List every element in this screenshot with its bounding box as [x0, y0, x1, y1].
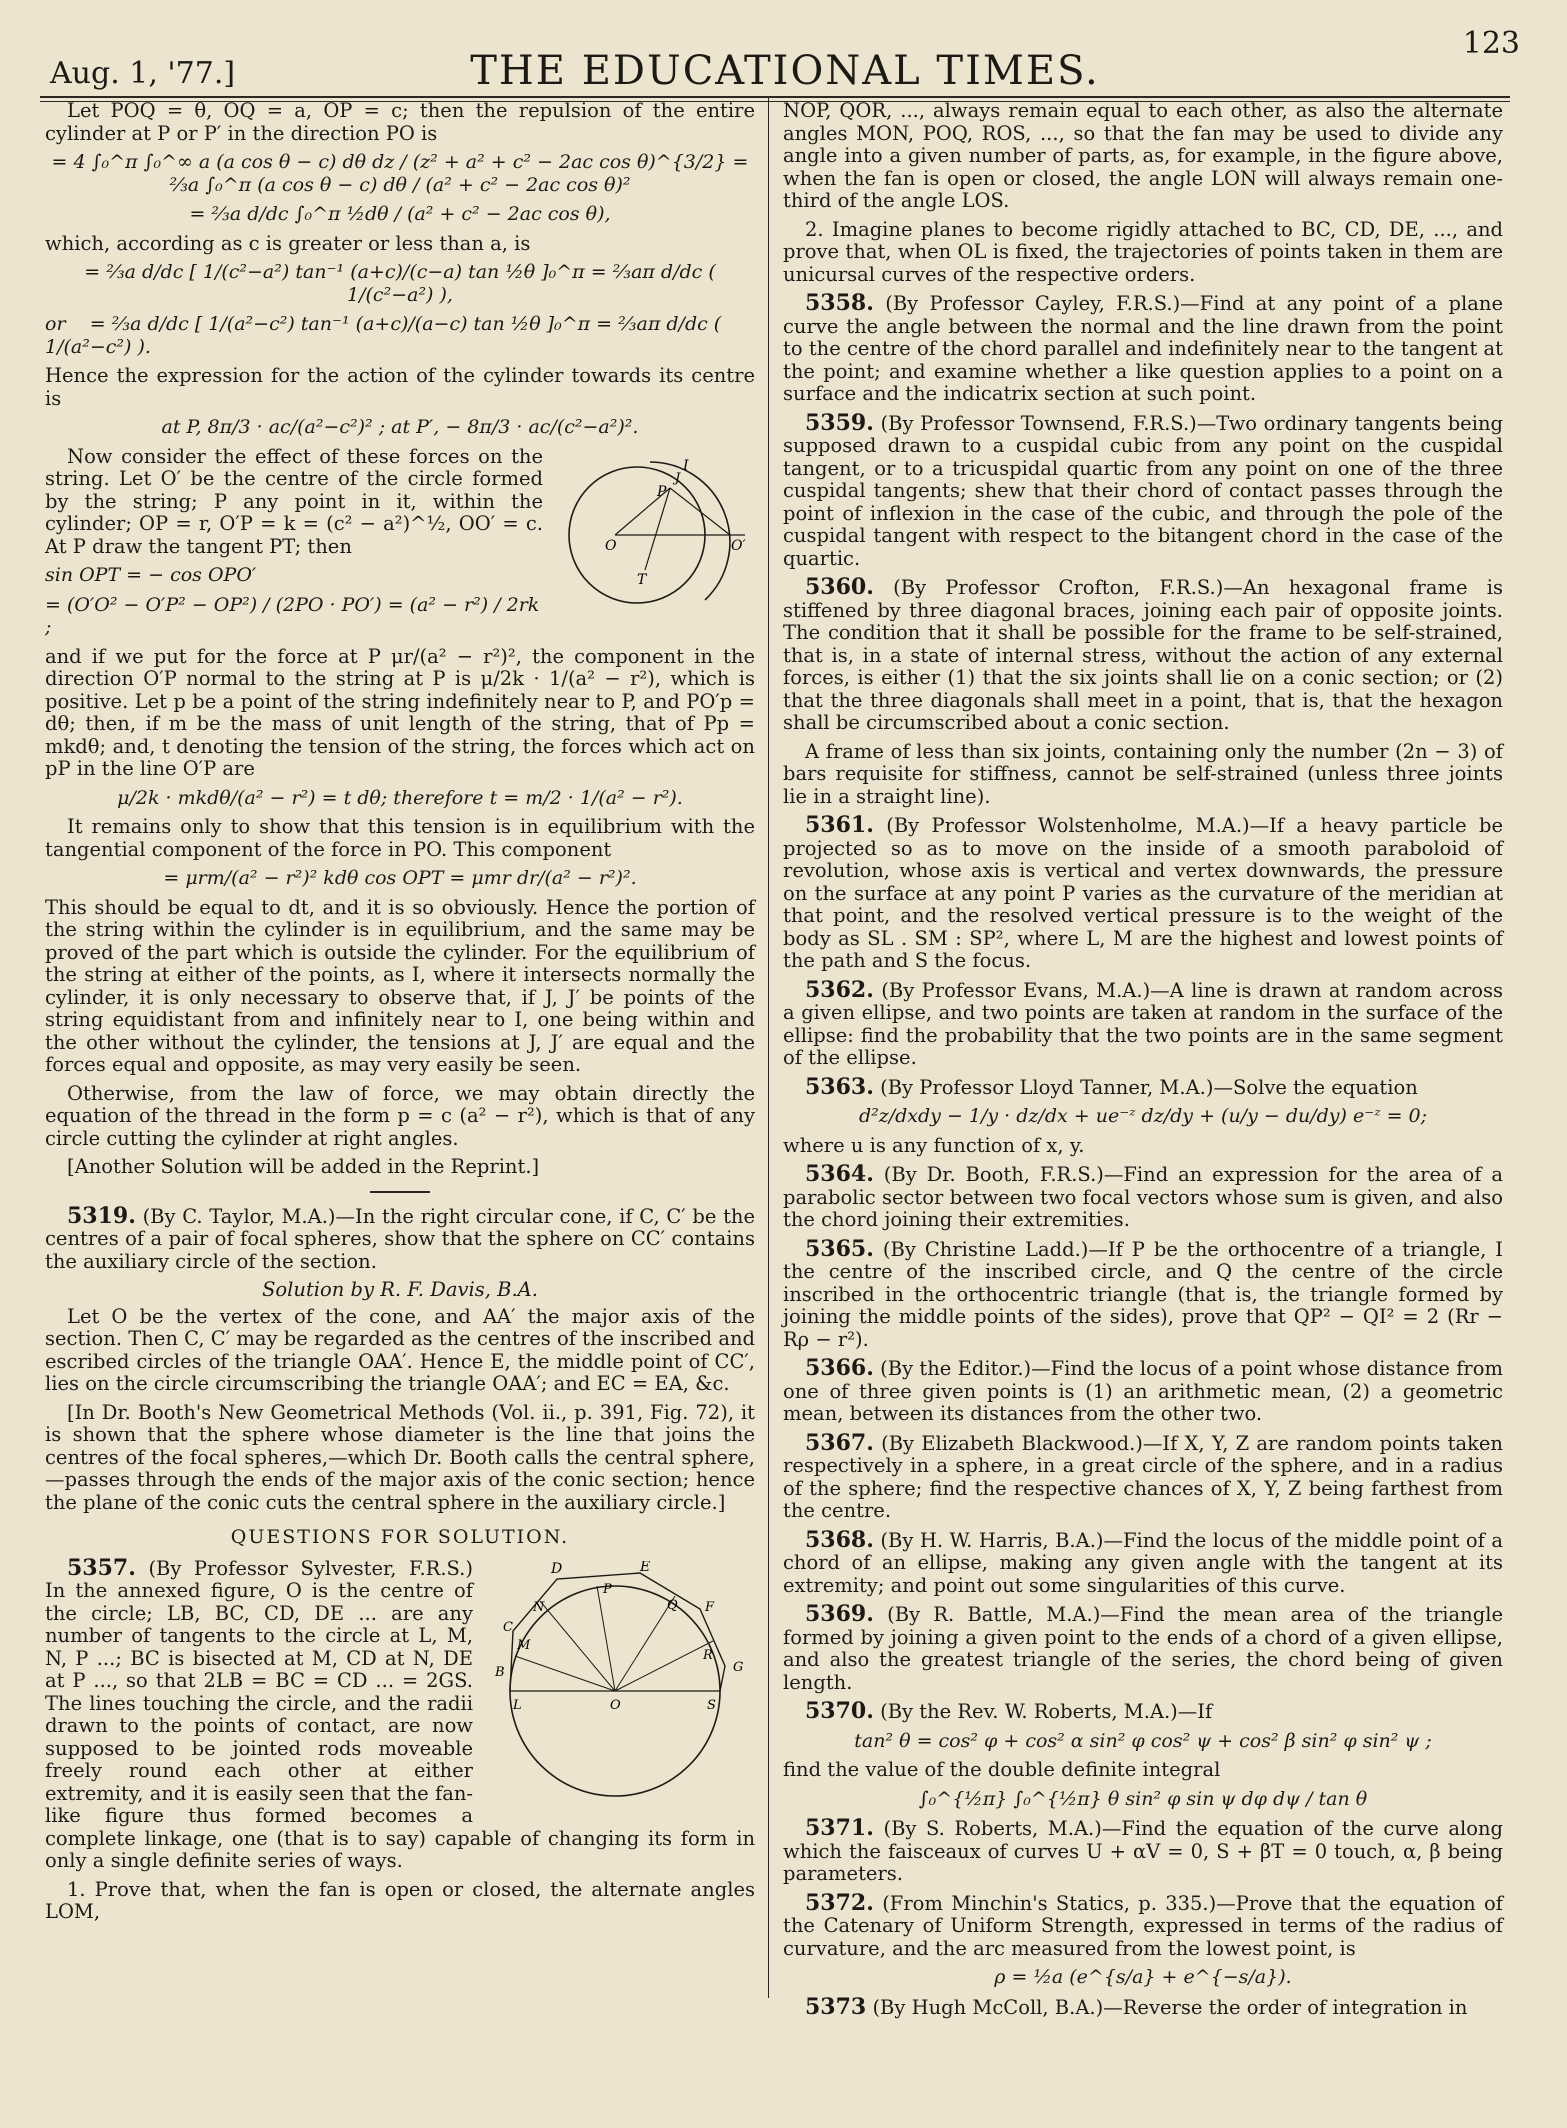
fig2-label-q: Q: [667, 1597, 678, 1613]
equation-4-or: or: [45, 313, 66, 335]
fig1-label-i: I: [683, 457, 689, 474]
equation-6: sin OPT = − cos OPO′: [45, 564, 257, 586]
question-5368: [783, 1526, 1503, 1598]
question-5360: [783, 576, 1503, 735]
question-5359-number: 5359.: [805, 409, 874, 436]
radius-or: [615, 1641, 713, 1691]
fig1-label-o: O: [605, 537, 617, 554]
question-5364-text: (By Dr. Booth, F.R.S.)—Find an expression for the area of a parabolic sector between two focal vectors whose sum is given, and also the chord joining their extremities.: [783, 1163, 1504, 1231]
fig2-label-r: R: [703, 1647, 713, 1663]
question-5370-number: 5370.: [805, 1698, 874, 1724]
question-5357-part-1: 1. Prove that, when the fan is open or closed, the alternate angles LOM,: [45, 1877, 755, 1923]
question-5372-number: 5372.: [805, 1889, 874, 1916]
question-5368-text: (By H. W. Harris, B.A.)—Find the locus of the middle point of a chord of an ellipse, making any given angle with the tangent at its extremity; and point out some singularities of this curve.: [783, 1528, 1503, 1597]
fig2-label-o: O: [610, 1697, 621, 1713]
question-5359-text: (By Professor Townsend, F.R.S.)—Two ordinary tangents being supposed drawn to a cuspidal cubic from any point on the cuspidal tangent, or to a tricuspidal quartic from any point on one of the three cuspidal tangents; shew that their chord of contact passes through the point of inflexion in the case of the cubic, and through the pole of the cuspidal tangent with respect to the bitangent chord in the case of the quartic.: [783, 411, 1504, 570]
question-5372: [783, 1889, 1503, 1961]
left-para-10: Let O be the vertex of the cone, and AA′ the major axis of the section. Then C, C′ may be regarded as the centres of the inscribed and escribed circles of the triangle OAA′. Hence E, the middle point of CC′, lies on the circle circumscribing the triangle OAA′; and EC = EA, &c.: [45, 1304, 755, 1395]
fig2-label-d: D: [551, 1560, 563, 1577]
line-pop: [670, 488, 730, 535]
equation-8: μ/2k · mkdθ/(a² − r²) = t dθ; therefore t = m/2 · 1/(a² − r²).: [117, 786, 683, 809]
figure-cylinder-string: [555, 450, 755, 620]
question-5363-text: (By Professor Lloyd Tanner, M.A.)—Solve the equation: [880, 1075, 1418, 1099]
fig1-label-o-prime: O′: [731, 537, 746, 554]
equation-7: = (O′O² − O′P² − OP²) / (2PO · PO′) = (a² − r²) / 2rk ;: [45, 593, 540, 638]
fig1-label-t: T: [637, 571, 647, 588]
left-para-2: which, according as c is greater or less than a, is: [45, 231, 531, 255]
header-date: Aug. 1, '77.]: [50, 56, 236, 91]
question-5360-text: (By Professor Crofton, F.R.S.)—An hexagonal frame is stiffened by three diagonal braces, joining each pair of opposite joints. The condition that it shall be possible for the frame to be self-strained, that is, in a state of internal stress, without the action of any external forces, is either (1) that the six joints shall lie on a conic section; or (2) that the three diagonals shall meet in a point, that is, that the hexagon shall be circumscribed about a conic section.: [783, 576, 1503, 734]
solution-by: Solution by R. F. Davis, B.A.: [262, 1278, 538, 1301]
left-para-3: Hence the expression for the action of the cylinder towards its centre is: [45, 364, 755, 410]
question-5362-number: 5362.: [805, 976, 874, 1003]
fig2-label-n: N: [533, 1599, 545, 1615]
question-5359: [783, 409, 1504, 571]
left-para-11: [In Dr. Booth's New Geometrical Methods (Vol. ii., p. 391, Fig. 72), it is shown that the sphere whose diameter is the line that joins the centres of the focal spheres,—which Dr. Booth calls the central sphere,—passes through the ends of the major axis of the conic section; hence the plane of the conic cuts the central sphere in the auxiliary circle.]: [45, 1400, 755, 1514]
question-5360-number: 5360.: [805, 574, 874, 600]
question-5367: [783, 1429, 1503, 1523]
question-5372-text: (From Minchin's Statics, p. 335.)—Prove that the equation of the Catenary of Uniform Strength, expressed in terms of the radius of curvature, and the arc measured from the lowest point, is: [783, 1891, 1503, 1960]
page-header: [40, 26, 1530, 96]
question-5370-b: find the value of the double definite integral: [783, 1758, 1221, 1781]
question-5363-number: 5363.: [805, 1073, 874, 1100]
equation-1: = 4 ∫₀^π ∫₀^∞ a (a cos θ − c) dθ dz / (z² + a² + c² − 2ac cos θ)^{3/2} = ⅔a ∫₀^π (a cos θ − c) dθ / (a² + c² − 2ac cos θ)²: [51, 151, 749, 196]
question-5358: [783, 292, 1503, 406]
question-5361-number: 5361.: [805, 812, 874, 838]
question-5358-number: 5358.: [805, 290, 874, 316]
figure-fan-linkage: [485, 1561, 755, 1806]
left-para-6: It remains only to show that this tension is in equilibrium with the tangential component of the force in PO. This component: [45, 815, 755, 861]
question-5368-number: 5368.: [805, 1526, 874, 1553]
question-5365: [783, 1235, 1503, 1352]
fig2-label-b: B: [495, 1664, 505, 1680]
question-5370-integral: ∫₀^{½π} ∫₀^{½π} θ sin² φ sin ψ dφ dψ / tan θ: [918, 1787, 1368, 1810]
header-page-number: 123: [1462, 26, 1520, 61]
questions-heading: QUESTIONS FOR SOLUTION.: [230, 1526, 570, 1548]
question-5319-text: (By C. Taylor, M.A.)—In the right circular cone, if C, C′ be the centres of a pair of focal spheres, show that the sphere on CC′ contains the auxiliary circle of the section.: [45, 1204, 756, 1273]
question-5371-number: 5371.: [805, 1815, 874, 1841]
equation-4-row: [45, 313, 755, 358]
question-5365-number: 5365.: [805, 1235, 874, 1262]
right-column: [783, 100, 1503, 2025]
question-5370-text: (By the Rev. W. Roberts, M.A.)—If: [880, 1700, 1213, 1723]
radius-op: [597, 1586, 615, 1691]
question-5369-number: 5369.: [805, 1601, 874, 1627]
equation-5: at P, 8π/3 · ac/(a²−c²)² ; at P′, − 8π/3 · ac/(c²−a²)².: [161, 416, 639, 438]
left-para-5: and if we put for the force at P μr/(a² − r²)², the component in the direction O′P normal to the string at P is μ/2k · 1/(a² − r²), which is positive. Let p be a point of the string indefinitely near to P, and PO′p = dθ; then, if m be the mass of unit length of the string, that of Pp = mkdθ; and, t denoting the tension of the string, the forces which act on pP in the line O′P are: [45, 644, 755, 780]
equation-9: = μrm/(a² − r²)² kdθ cos OPT = μmr dr/(a² − r²)².: [163, 867, 637, 889]
equation-2: = ⅔a d/dc ∫₀^π ½dθ / (a² + c² − 2ac cos θ),: [189, 203, 611, 225]
left-para-1: Let POQ = θ, OQ = a, OP = c; then the repulsion of the entire cylinder at P or P′ in the direction PO is: [45, 99, 755, 145]
fan-tangents: [510, 1573, 725, 1691]
question-5319: [45, 1202, 756, 1274]
question-5357-text: (By Professor Sylvester, F.R.S.) In the annexed figure, O is the centre of the circle; LB, BC, CD, DE ... are any number of tangents to the circle at L, M, N, P ...; BC is bisected at M, CD at N, DE at P ..., so that 2LB = BC = CD ... = 2GS. The lines touching the circle, and the radii drawn to the points of contact, are now supposed to be jointed rods moveable freely round each other at either extremity, and it is easily seen that the fan-like figure thus formed becomes a complete linkage, one (that is to say) capable of changing its form in only a single definite series of ways.: [45, 1556, 755, 1872]
tangent-pt: [645, 488, 670, 570]
fig2-label-l: L: [513, 1697, 522, 1713]
fig2-label-m: M: [517, 1637, 531, 1653]
fig2-label-c: C: [503, 1619, 513, 1635]
left-para-7: This should be equal to dt, and it is so obviously. Hence the portion of the string within the cylinder is in equilibrium, and the same may be proved of the part which is outside the cylinder. For the equilibrium of the string at either of the points, as I, where it intersects normally the cylinder, it is only necessary to observe that, if J, J′ be points of the string equidistant from and infinitely near to I, one being within and the other without the cylinder, the tensions at J, J′ are equal and the forces equal and opposite, as may very easily be seen.: [45, 895, 755, 1076]
section-rule: [370, 1191, 430, 1193]
equation-4: = ⅔a d/dc [ 1/(a²−c²) tan⁻¹ (a+c)/(a−c) tan ½θ ]₀^π = ⅔aπ d/dc ( 1/(a²−c²) ).: [45, 313, 722, 358]
fig2-label-p: P: [603, 1581, 612, 1597]
question-5370-equation: tan² θ = cos² φ + cos² α sin² φ cos² ψ + cos² β sin² φ sin² ψ ;: [854, 1729, 1432, 1752]
question-5371-text: (By S. Roberts, M.A.)—Find the equation of the curve along which the faisceaux of curves U + αV = 0, S + βT = 0 touch, α, β being parameters.: [783, 1817, 1503, 1885]
question-5363: [783, 1073, 1503, 1100]
fig1-label-j: J: [675, 470, 681, 486]
question-5360-b: A frame of less than six joints, containing only the number (2n − 3) of bars requisite for stiffness, cannot be self-strained (unless three joints lie in a straight line).: [783, 739, 1503, 808]
header-rule: [40, 96, 1510, 98]
left-para-4: Now consider the effect of these forces on the string. Let O′ be the centre of the circle formed by the string; P any point in it, within the cylinder; OP = r, O′P = k = (c² − a²)^½, OO′ = c. At P draw the tangent PT; then: [45, 444, 543, 558]
question-5371: [783, 1817, 1503, 1886]
question-5366-text: (By the Editor.)—Find the locus of a point whose distance from one of three given points is (1) an arithmetic mean, (2) a geometric mean, between its distances from the other two.: [783, 1357, 1503, 1425]
fig2-label-f: F: [705, 1599, 715, 1615]
question-5366-number: 5366.: [805, 1355, 874, 1381]
question-5373: [783, 1993, 1503, 2020]
column-divider: [768, 98, 769, 1998]
question-5361: [783, 814, 1503, 973]
left-column: [45, 100, 755, 1930]
fig2-label-e: E: [640, 1560, 651, 1575]
header-title: THE EDUCATIONAL TIMES.: [470, 48, 1100, 94]
fig2-label-g: G: [733, 1659, 744, 1675]
equation-3: = ⅔a d/dc [ 1/(c²−a²) tan⁻¹ (a+c)/(c−a) tan ½θ ]₀^π = ⅔aπ d/dc ( 1/(c²−a²) ),: [84, 261, 716, 306]
question-5367-text: (By Elizabeth Blackwood.)—If X, Y, Z are random points taken respectively in a sphere, in a great circle of the sphere, and in a radius of the sphere; find the respective chances of X, Y, Z being farthest from the centre.: [783, 1431, 1503, 1522]
question-5319-number: 5319.: [67, 1202, 136, 1229]
question-5364-number: 5364.: [805, 1161, 874, 1187]
question-5362-text: (By Professor Evans, M.A.)—A line is drawn at random across a given ellipse, and two points are taken at random in the surface of the ellipse: find the probability that the two points are in the same segment of the ellipse.: [783, 978, 1503, 1069]
question-5367-number: 5367.: [805, 1429, 874, 1456]
question-5363-b: where u is any function of x, y.: [783, 1133, 1085, 1157]
string-circle-arc: [650, 462, 730, 600]
question-5357-continued: NOP, QOR, ..., always remain equal to each other, as also the alternate angles MON, POQ, ROS, ..., so that the fan may be used to divide any angle into a given number of parts, as, for example, in the figure above, when the fan is open or closed, the angle LON will always remain one-third of the angle LOS.: [783, 99, 1503, 212]
question-5364: [783, 1163, 1503, 1232]
question-5362: [783, 976, 1503, 1070]
left-para-8: Otherwise, from the law of force, we may obtain directly the equation of the thread in the form p = c (a² − r²), which is that of any circle cutting the cylinder at right angles.: [45, 1081, 755, 1150]
question-5361-text: (By Professor Wolstenholme, M.A.)—If a heavy particle be projected so as to move on the inside of a smooth paraboloid of revolution, whose axis is vertical and vertex downwards, the pressure on the surface at any point P varies as the curvature of the meridian at that point, and the resolved vertical pressure is to the weight of the body as SL . SM : SP², where L, M are the highest and lowest points of the path and S the focus.: [783, 814, 1504, 972]
question-5369-text: (By R. Battle, M.A.)—Find the mean area of the triangle formed by joining a given point to the ends of a chord of a given ellipse, and also the greatest triangle of the series, the chord being of given length.: [783, 1603, 1503, 1694]
fig2-label-s: S: [707, 1697, 716, 1713]
left-para-9: [Another Solution will be added in the Reprint.]: [67, 1155, 540, 1178]
question-5366: [783, 1357, 1503, 1426]
question-5370: [783, 1700, 1503, 1724]
question-5357-number: 5357.: [67, 1554, 136, 1581]
question-5358-text: (By Professor Cayley, F.R.S.)—Find at any point of a plane curve the angle between the normal and the line drawn from the point to the centre of the chord parallel and indefinitely near to the tangent at the point; and examine whether a like question applies to a point on a surface and the indicatrix section at such point.: [783, 292, 1503, 405]
question-5372-equation: ρ = ½a (e^{s/a} + e^{−s/a}).: [994, 1966, 1292, 1988]
radius-oq: [615, 1596, 675, 1691]
question-5365-text: (By Christine Ladd.)—If P be the orthocentre of a triangle, I the centre of the inscribed circle, and Q the centre of the circle inscribed in the orthocentric triangle (that is, the triangle formed by joining the middle points of the sides), prove that QP² − QI² = 2 (Rr − Rρ − r²).: [783, 1237, 1503, 1351]
question-5357-part-2: 2. Imagine planes to become rigidly attached to BC, CD, DE, ..., and prove that, when OL is fixed, the trajectories of points taken in them are unicursal curves of the respective orders.: [783, 217, 1503, 286]
question-5369: [783, 1603, 1503, 1694]
question-5363-equation: d²z/dxdy − 1/y · dz/dx + ue⁻ᶻ dz/dy + (u/y − du/dy) e⁻ᶻ = 0;: [858, 1105, 1428, 1127]
question-5373-text: (By Hugh McColl, B.A.)—Reverse the order of integration in: [872, 1995, 1468, 2019]
fig1-label-p: P: [657, 483, 667, 500]
question-5373-number: 5373: [805, 1993, 867, 2020]
